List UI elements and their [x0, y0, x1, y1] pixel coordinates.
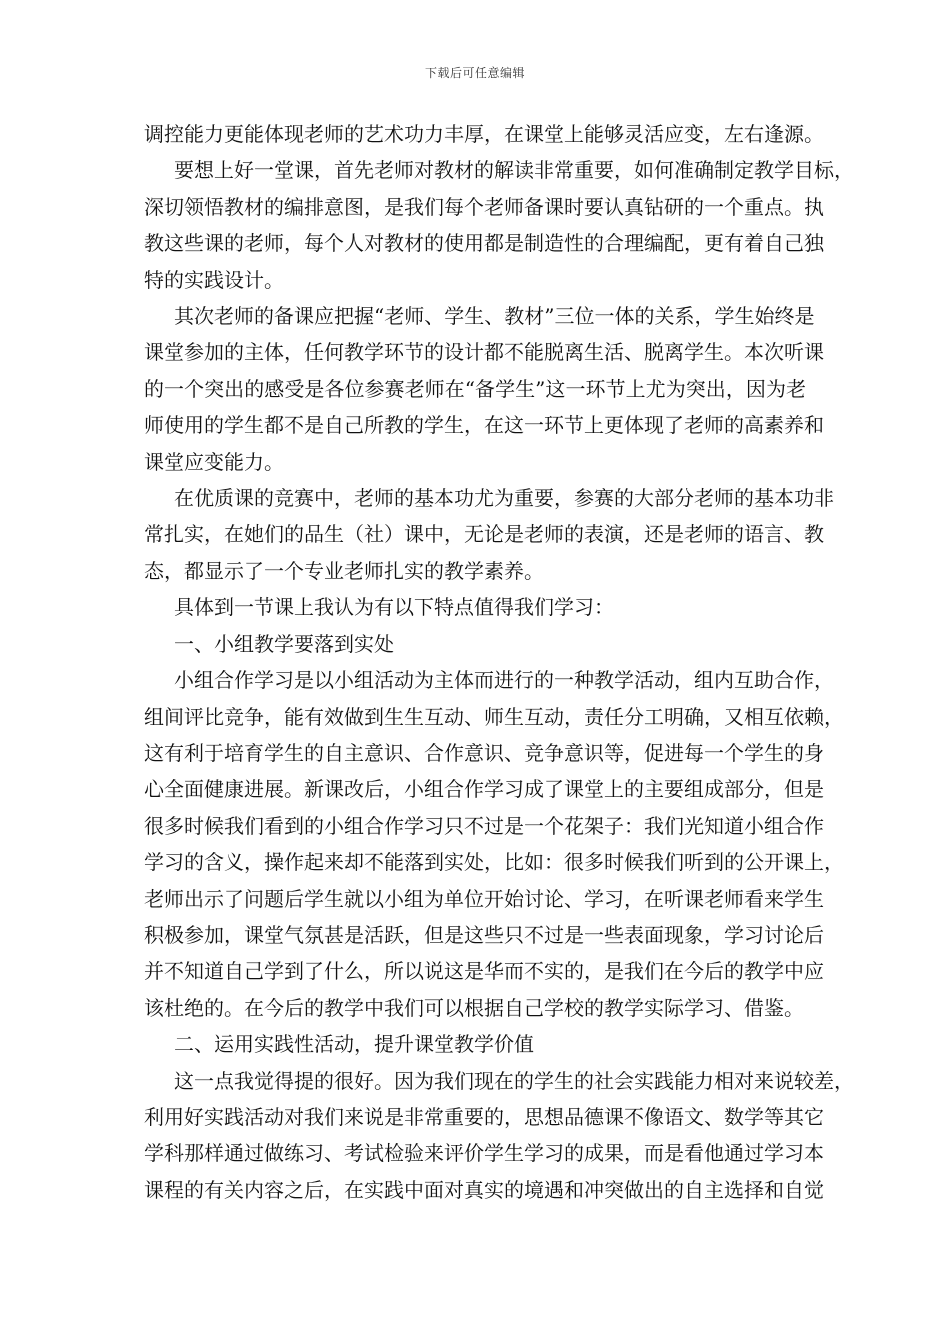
body-line: 学习的含义，操作起来却不能落到实处，比如：很多时候我们听到的公开课上， — [144, 850, 844, 875]
body-line: 课程的有关内容之后，在实践中面对真实的境遇和冲突做出的自主选择和自觉 — [144, 1177, 824, 1202]
body-line: 心全面健康进展。新课改后，小组合作学习成了课堂上的主要组成部分，但是 — [144, 777, 824, 802]
body-line: 常扎实，在她们的品生（社）课中，无论是老师的表演，还是老师的语言、教 — [144, 522, 824, 547]
body-line: 这一点我觉得提的很好。因为我们现在的学生的社会实践能力相对来说较差， — [174, 1068, 854, 1093]
body-line: 这有利于培育学生的自主意识、合作意识、竞争意识等，促进每一个学生的身 — [144, 740, 824, 765]
body-line: 并不知道自己学到了什么，所以说这是华而不实的，是我们在今后的教学中应 — [144, 959, 824, 984]
section-heading: 一、小组教学要落到实处 — [174, 631, 394, 656]
page-header: 下载后可任意编辑 — [424, 66, 525, 80]
body-line: 很多时候我们看到的小组合作学习只不过是一个花架子：我们光知道小组合作 — [144, 813, 824, 838]
body-line: 该杜绝的。在今后的教学中我们可以根据自己学校的教学实际学习、借鉴。 — [144, 995, 804, 1020]
body-line: 要想上好一堂课，首先老师对教材的解读非常重要，如何准确制定教学目标， — [174, 158, 854, 183]
body-line: 积极参加，课堂气氛甚是活跃，但是这些只不过是一些表面现象，学习讨论后 — [144, 922, 824, 947]
body-line: 深切领悟教材的编排意图，是我们每个老师备课时要认真钻研的一个重点。执 — [144, 194, 824, 219]
body-line: 组间评比竞争，能有效做到生生互动、师生互动，责任分工明确，又相互依赖， — [144, 704, 844, 729]
body-line: 教这些课的老师，每个人对教材的使用都是制造性的合理编配，更有着自己独 — [144, 231, 824, 256]
body-line: 调控能力更能体现老师的艺术功力丰厚，在课堂上能够灵活应变，左右逢源。 — [144, 122, 824, 146]
body-line: 师使用的学生都不是自己所教的学生，在这一环节上更体现了老师的高素养和 — [144, 413, 824, 438]
body-line: 学科那样通过做练习、考试检验来评价学生学习的成果，而是看他通过学习本 — [144, 1141, 824, 1166]
body-line: 的一个突出的感受是各位参赛老师在“备学生”这一环节上尤为突出，因为老 — [144, 376, 806, 401]
body-line: 态，都显示了一个专业老师扎实的教学素养。 — [144, 558, 544, 583]
body-line: 利用好实践活动对我们来说是非常重要的，思想品德课不像语文、数学等其它 — [144, 1104, 824, 1129]
body-line: 小组合作学习是以小组活动为主体而进行的一种教学活动，组内互助合作， — [174, 668, 834, 693]
document-body — [144, 116, 854, 1208]
body-line: 在优质课的竞赛中，老师的基本功尤为重要，参赛的大部分老师的基本功非 — [174, 486, 834, 511]
body-line: 具体到一节课上我认为有以下特点值得我们学习： — [174, 595, 614, 620]
body-line: 课堂参加的主体，任何教学环节的设计都不能脱离生活、脱离学生。本次听课 — [144, 340, 824, 365]
body-line: 其次老师的备课应把握“老师、学生、教材”三位一体的关系，学生始终是 — [174, 304, 815, 329]
body-line: 老师出示了问题后学生就以小组为单位开始讨论、学习，在听课老师看来学生 — [144, 886, 824, 911]
body-line: 课堂应变能力。 — [144, 449, 284, 474]
body-line: 特的实践设计。 — [144, 267, 284, 292]
section-heading: 二、运用实践性活动，提升课堂教学价值 — [174, 1032, 534, 1057]
